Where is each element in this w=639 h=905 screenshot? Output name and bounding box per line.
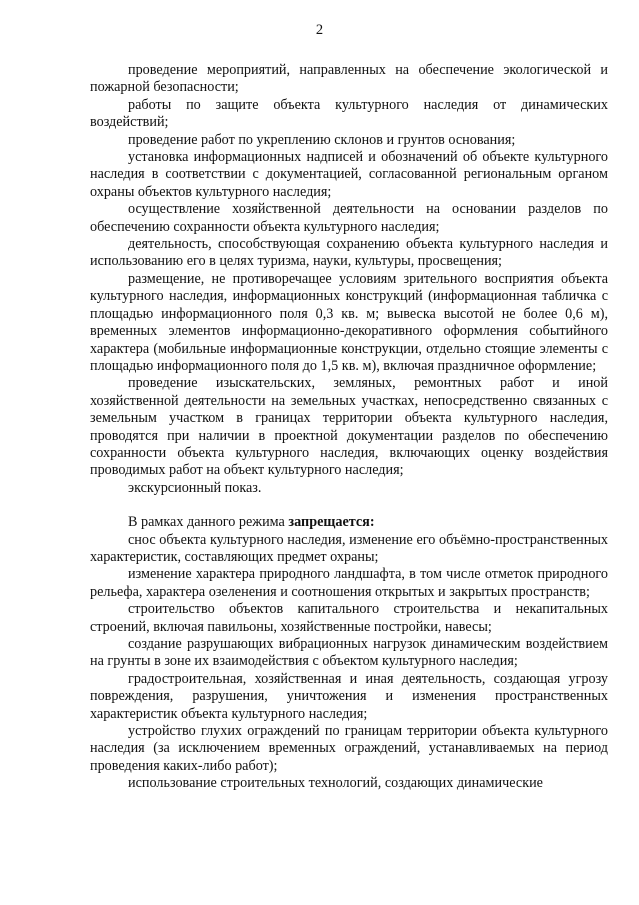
allowed-item-6: деятельность, способствующая сохранению объекта культурного наследия и использованию его в целях туризма, науки, культуры, просвещения; <box>90 236 608 270</box>
prohibited-keyword: запрещается: <box>288 514 375 531</box>
allowed-item-7: размещение, не противоречащее условиям зрительного восприятия объекта культурного наследия, информационных конструкций (информационная табличка с площадью информационного поля 0,3 кв. м; вывеска высотой не более 0,6 м), временных элементов информационно-декоративного оформления событийного характера (мобильные информационные конструкции, отдельно стоящие элементы с площадью информационного поля до 1,5 кв. м), включая праздничное оформление; <box>90 270 608 374</box>
prohibited-item-3: строительство объектов капитального строительства и некапитальных строений, включая павильоны, хозяйственные постройки, навесы; <box>90 601 608 635</box>
document-body <box>90 62 608 793</box>
allowed-item-4: установка информационных надписей и обозначений об объекте культурного наследия в соответствии с документацией, согласованной региональным органом охраны объектов культурного наследия; <box>90 149 608 200</box>
prohibited-item-6: устройство глухих ограждений по границам территории объекта культурного наследия (за исключением временных ограждений, устанавливаемых на период проведения каких-либо работ); <box>90 723 608 774</box>
prohibited-item-4: создание разрушающих вибрационных нагрузок динамическим воздействием на грунты в зоне их взаимодействия с объектом культурного наследия; <box>90 636 608 670</box>
allowed-item-1: проведение мероприятий, направленных на обеспечение экологической и пожарной безопасности; <box>90 62 608 96</box>
prohibited-item-2: изменение характера природного ландшафта, в том числе отметок природного рельефа, характера озеленения и соотношения открытых и закрытых пространств; <box>90 566 608 600</box>
prohibited-intro: В рамках данного режима <box>128 514 289 531</box>
allowed-item-3: проведение работ по укреплению склонов и грунтов основания; <box>128 131 516 148</box>
allowed-item-8: проведение изыскательских, земляных, ремонтных работ и иной хозяйственной деятельности на земельных участках, непосредственно связанных с земельным участком в границах территории объекта культурного наследия, проводятся при наличии в проектной документации разделов по обеспечению сохранности объекта культурного наследия, включающих оценку воздействия проводимых работ на объект культурного наследия; <box>90 375 608 479</box>
allowed-item-5: осуществление хозяйственной деятельности на основании разделов по обеспечению сохранности объекта культурного наследия; <box>90 201 608 235</box>
allowed-item-9: экскурсионный показ. <box>128 479 262 496</box>
prohibited-item-7: использование строительных технологий, создающих динамические <box>128 775 543 792</box>
prohibited-item-1: снос объекта культурного наследия, изменение его объёмно-пространственных характеристик, составляющих предмет охраны; <box>90 531 608 565</box>
prohibited-heading <box>90 514 608 531</box>
section-spacer <box>90 497 608 514</box>
allowed-item-2: работы по защите объекта культурного наследия от динамических воздействий; <box>90 96 608 131</box>
page-number: 2 <box>315 22 324 38</box>
prohibited-item-5: градостроительная, хозяйственная и иная деятельность, создающая угрозу повреждения, разрушения, уничтожения и изменения пространственных характеристик объекта культурного наследия; <box>90 670 608 722</box>
